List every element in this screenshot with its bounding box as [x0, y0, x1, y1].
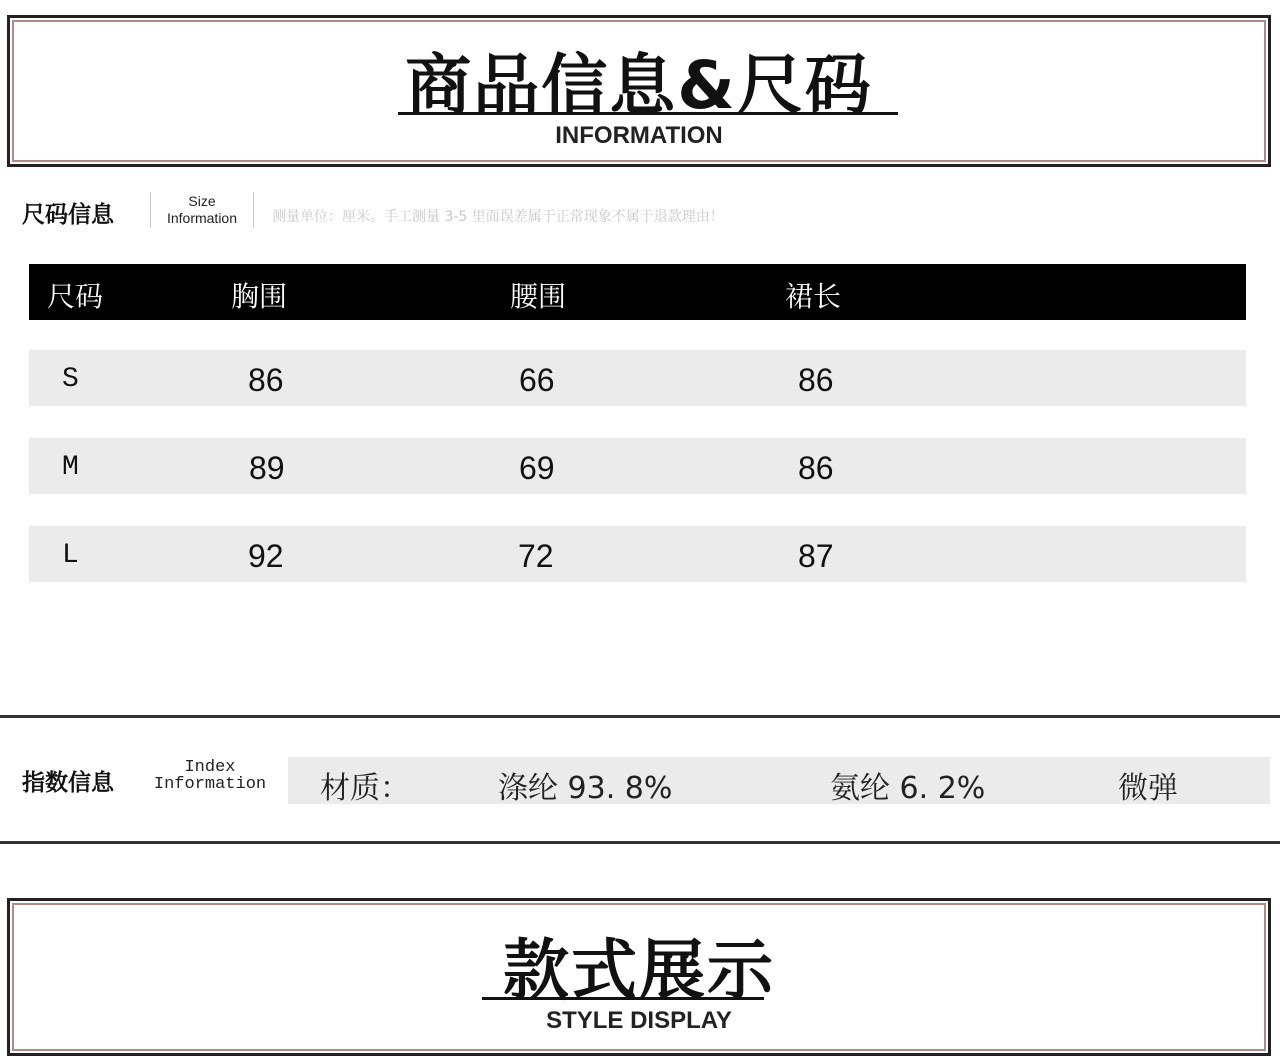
size-cell: M [62, 452, 79, 483]
table-row [29, 350, 1246, 406]
index-section-label: 指数信息 [22, 770, 114, 796]
bust-cell: 86 [248, 362, 284, 398]
skirt-length-cell: 86 [798, 450, 834, 486]
waist-cell: 69 [519, 450, 555, 486]
page-subtitle: INFORMATION [555, 122, 723, 149]
table-row [29, 526, 1246, 582]
style-display-subtitle: STYLE DISPLAY [546, 1007, 732, 1034]
measurement-note: 测量单位：厘米。手工测量 3-5 里面误差属于正常现象不属于退款理由！ [272, 209, 724, 225]
bust-cell: 92 [248, 538, 284, 574]
header-bust: 胸围 [231, 280, 288, 313]
table-row [29, 438, 1246, 494]
elasticity-value: 微弹 [1118, 771, 1178, 806]
polyester-content: 涤纶 93. 8% [498, 771, 673, 806]
header-waist: 腰围 [510, 280, 567, 313]
material-info-bar [288, 757, 1270, 804]
waist-cell: 72 [518, 538, 554, 574]
divider [253, 192, 254, 228]
style-display-title: 款式展示 [503, 932, 775, 1009]
section-divider [0, 841, 1280, 844]
size-table-header [29, 264, 1246, 320]
spandex-content: 氨纶 6. 2% [830, 771, 986, 806]
header-skirt-length: 裙长 [785, 280, 842, 313]
page-title: 商品信息&尺码 [405, 47, 873, 124]
size-section-label: 尺码信息 [22, 202, 114, 228]
title-underline [398, 112, 898, 115]
size-section-label-en: Size Information [166, 193, 238, 226]
index-section-label-en: Index Information [153, 758, 267, 794]
section-divider [0, 715, 1280, 718]
title-underline [482, 997, 764, 1000]
info-header-frame [7, 15, 1271, 167]
header-size: 尺码 [47, 280, 104, 313]
size-cell: S [62, 364, 79, 395]
style-display-frame [7, 898, 1271, 1056]
skirt-length-cell: 87 [798, 538, 834, 574]
size-cell: L [62, 540, 79, 571]
waist-cell: 66 [519, 362, 555, 398]
material-label: 材质： [320, 771, 410, 806]
divider [150, 192, 151, 228]
skirt-length-cell: 86 [798, 362, 834, 398]
bust-cell: 89 [249, 450, 285, 486]
